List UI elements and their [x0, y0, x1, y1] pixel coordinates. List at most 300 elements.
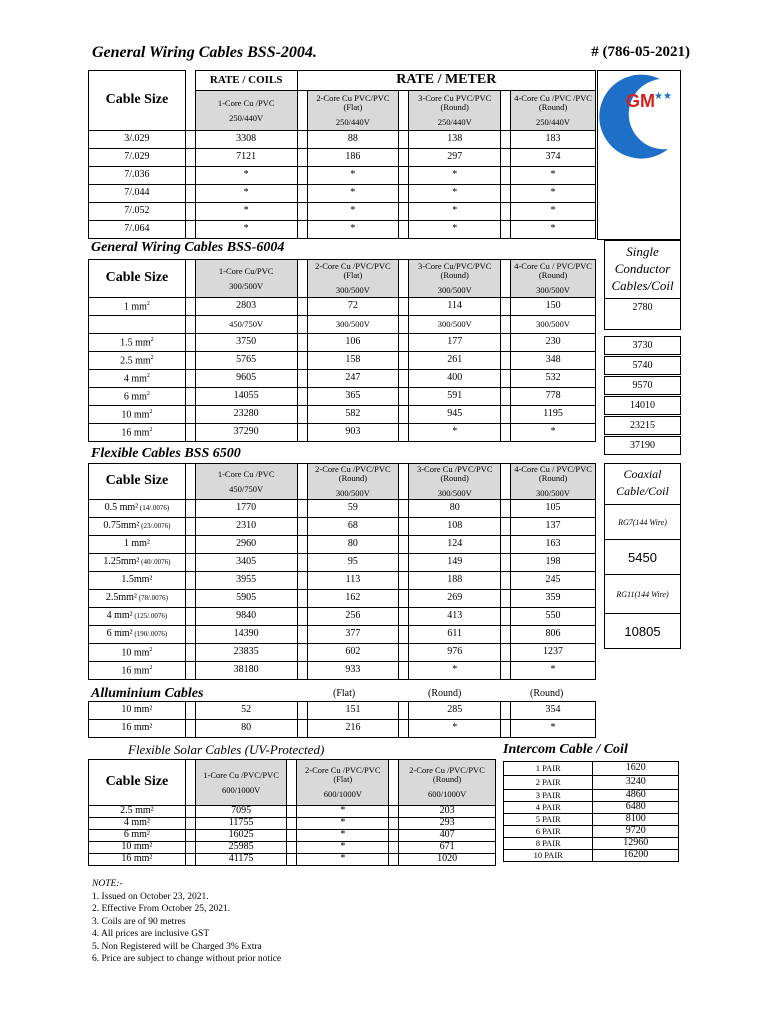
table-row [504, 838, 679, 850]
price-cell: 23835 [195, 644, 297, 662]
price-cell: 261 [409, 352, 501, 370]
table-row [504, 776, 679, 790]
solar-table [88, 759, 496, 866]
price-cell: 3405 [195, 554, 297, 572]
price-cell: 359 [511, 590, 596, 608]
price-cell: 778 [511, 388, 596, 406]
spacer-cell [185, 626, 195, 644]
table-row [89, 590, 596, 608]
price-cell: 1195 [511, 406, 596, 424]
table-row [89, 644, 596, 662]
spacer-cell [501, 149, 511, 167]
rg11-label: RG11(144 Wire) [604, 574, 681, 614]
spacer-cell [399, 406, 409, 424]
spacer-cell [297, 590, 307, 608]
cable-size-cell: 16 mm² [89, 720, 186, 738]
cable-size-cell: 10 $mm^2$ [89, 644, 186, 662]
price-cell: * [297, 806, 389, 818]
spacer-cell [399, 662, 409, 680]
price-cell: 933 [307, 662, 399, 680]
cable-size-cell: 10 mm² [89, 842, 186, 854]
table-row [504, 802, 679, 814]
price-cell: 407 [399, 830, 496, 842]
price-cell: 80 [195, 720, 297, 738]
cable-size-cell: 7/.029 [89, 149, 186, 167]
cable-size-cell: 4 mm² [89, 818, 186, 830]
column-header: 4-Core Cu / PVC/PVC (Round) 300/500V [511, 260, 596, 298]
price-cell: 72 [307, 298, 399, 316]
table-row [504, 762, 679, 776]
spacer-cell [399, 260, 409, 298]
spacer-cell [185, 854, 195, 866]
price-cell: 945 [409, 406, 501, 424]
table-row [89, 818, 496, 830]
spacer-cell [501, 370, 511, 388]
price-cell: 269 [409, 590, 501, 608]
spacer-cell [185, 167, 195, 185]
price-cell: 903 [307, 424, 399, 442]
spacer-cell [399, 572, 409, 590]
spacer-cell [501, 644, 511, 662]
single-conductor-value: 5740 [604, 356, 681, 375]
column-header: 2-Core Cu /PVC/PVC (Flat) 600/1000V [297, 760, 389, 806]
bss-6004-title: General Wiring Cables BSS-6004 [91, 240, 285, 255]
spacer-cell [389, 830, 399, 842]
cable-size-cell: 6 mm² (190/.0076) [89, 626, 186, 644]
spacer-cell [389, 842, 399, 854]
spacer-cell [297, 626, 307, 644]
spacer-cell [399, 316, 409, 334]
price-cell: * [195, 167, 297, 185]
single-conductor-header: Single Conductor Cables/Coil [604, 240, 681, 299]
spacer-cell [297, 406, 307, 424]
spacer-cell [297, 260, 307, 298]
price-cell: * [511, 185, 596, 203]
price-cell: * [297, 818, 389, 830]
cable-size-cell: 7/.064 [89, 221, 186, 239]
spacer-cell [297, 149, 307, 167]
logo-box [597, 70, 681, 240]
rg11-value: 10805 [604, 613, 681, 649]
price-cell: 105 [511, 500, 596, 518]
table-row [89, 702, 596, 720]
price-cell: 348 [511, 352, 596, 370]
price-cell: 293 [399, 818, 496, 830]
cable-size-cell: 1.5mm² [89, 572, 186, 590]
spacer-cell [297, 424, 307, 442]
spacer-cell [399, 518, 409, 536]
table-row [89, 370, 596, 388]
table-row [89, 554, 596, 572]
spacer-cell [287, 818, 297, 830]
spacer-cell [297, 536, 307, 554]
note-item: 2. Effective From October 25, 2021. [92, 904, 231, 914]
spacer-cell [501, 221, 511, 239]
price-cell: * [307, 221, 399, 239]
column-header: 2-Core Cu /PVC/PVC (Round) 600/1000V [399, 760, 496, 806]
spacer-cell [399, 626, 409, 644]
spacer-cell [185, 518, 195, 536]
spacer-cell [297, 464, 307, 500]
spacer-cell [185, 818, 195, 830]
table-row [89, 500, 596, 518]
spacer-cell [287, 760, 297, 806]
spacer-cell [297, 518, 307, 536]
column-header: 3-Core Cu /PVC/PVC (Round) 300/500V [409, 464, 501, 500]
spacer-cell [297, 702, 307, 720]
price-cell: 16025 [195, 830, 287, 842]
price-cell: 602 [307, 644, 399, 662]
spacer-cell [501, 185, 511, 203]
spacer-cell [501, 536, 511, 554]
spacer-cell [185, 572, 195, 590]
column-header: 1-Core Cu/PVC 300/500V [195, 260, 297, 298]
spacer-cell [399, 167, 409, 185]
single-conductor-value: 2780 [604, 298, 681, 330]
spacer-cell [185, 406, 195, 424]
table-row [504, 790, 679, 802]
price-cell: 256 [307, 608, 399, 626]
price-cell: 138 [409, 131, 501, 149]
price-cell: 532 [511, 370, 596, 388]
spacer-cell [501, 91, 511, 131]
price-cell: 186 [307, 149, 399, 167]
pair-cell: 5 PAIR [504, 814, 593, 826]
price-cell: * [195, 185, 297, 203]
note-item: 6. Price are subject to change without prior notice [92, 954, 282, 964]
price-cell: * [511, 167, 596, 185]
spacer-cell [399, 298, 409, 316]
price-cell: 162 [307, 590, 399, 608]
price-cell: 158 [307, 352, 399, 370]
table-row [89, 424, 596, 442]
price-cell: * [409, 424, 501, 442]
price-cell: 114 [409, 298, 501, 316]
gm-logo [598, 71, 680, 171]
spacer-cell [297, 352, 307, 370]
spacer-cell [501, 720, 511, 738]
cable-size-header: Cable Size [89, 71, 186, 131]
spacer-cell [185, 608, 195, 626]
flat-label: (Flat) [333, 688, 356, 699]
price-cell: 7095 [195, 806, 287, 818]
price-cell: 149 [409, 554, 501, 572]
spacer-cell [501, 554, 511, 572]
pair-cell: 1 PAIR [504, 762, 593, 776]
table-row [89, 406, 596, 424]
cable-size-cell: 4 $mm^2$ [89, 370, 186, 388]
price-cell: * [409, 720, 501, 738]
price-cell: 3240 [593, 776, 679, 790]
spacer-cell [399, 554, 409, 572]
alluminium-table [88, 701, 596, 738]
price-cell: 9720 [593, 826, 679, 838]
column-header: 1-Core Cu /PVC 250/440V [195, 91, 297, 131]
price-cell: 12960 [593, 838, 679, 850]
spacer-cell [501, 334, 511, 352]
price-cell: 2310 [195, 518, 297, 536]
pair-cell: 4 PAIR [504, 802, 593, 814]
note-item: 4. All prices are inclusive GST [92, 929, 210, 939]
cable-size-cell: 2.5 mm² [89, 806, 186, 818]
column-header: 2-Core Cu /PVC/PVC (Round) 300/500V [307, 464, 399, 500]
single-conductor-value: 37190 [604, 436, 681, 455]
price-cell: 247 [307, 370, 399, 388]
price-cell: 95 [307, 554, 399, 572]
spacer-cell [501, 352, 511, 370]
spacer-cell [399, 388, 409, 406]
table-row [89, 221, 596, 239]
price-cell: * [307, 203, 399, 221]
price-cell: 203 [399, 806, 496, 818]
voltage-cell: 300/500V [409, 316, 501, 334]
table-row [89, 662, 596, 680]
notes [92, 878, 281, 966]
spacer-cell [399, 500, 409, 518]
price-cell: 230 [511, 334, 596, 352]
spacer-cell [185, 806, 195, 818]
spacer-cell [297, 572, 307, 590]
price-cell: 37290 [195, 424, 297, 442]
price-cell: 9840 [195, 608, 297, 626]
table-row [89, 518, 596, 536]
price-cell: 806 [511, 626, 596, 644]
spacer-cell [501, 131, 511, 149]
cable-size-header: Cable Size [89, 464, 186, 500]
spacer-cell [297, 388, 307, 406]
price-cell: 550 [511, 608, 596, 626]
alluminium-title: Alluminium Cables [91, 686, 204, 701]
single-conductor-value: 14010 [604, 396, 681, 415]
cable-size-cell: 10 mm² [89, 702, 186, 720]
spacer-cell [185, 185, 195, 203]
note-item: 3. Coils are of 90 metres [92, 916, 186, 927]
spacer-cell [501, 590, 511, 608]
price-cell: 177 [409, 334, 501, 352]
cable-size-cell: 2.5 $mm^2$ [89, 352, 186, 370]
price-cell: * [511, 424, 596, 442]
cable-size-cell: 0.75mm² (23/.0076) [89, 518, 186, 536]
spacer-cell [399, 370, 409, 388]
spacer-cell [501, 608, 511, 626]
price-cell: 1620 [593, 762, 679, 776]
coaxial-header: Coaxial Cable/Coil [604, 463, 681, 505]
cable-size-cell: 1.25mm² (40/.0076) [89, 554, 186, 572]
cable-size-header: Cable Size [89, 260, 186, 298]
spacer-cell [185, 316, 195, 334]
price-cell: * [511, 720, 596, 738]
spacer-cell [185, 298, 195, 316]
spacer-cell [389, 854, 399, 866]
price-cell: * [409, 662, 501, 680]
rate-coils-header: RATE / COILS [195, 71, 297, 91]
logo-stars: ★★ [654, 91, 672, 102]
price-cell: * [307, 167, 399, 185]
price-cell: 88 [307, 131, 399, 149]
cable-size-cell: 2.5mm² (78/.0076) [89, 590, 186, 608]
price-cell: * [297, 842, 389, 854]
cable-size-cell: 7/.052 [89, 203, 186, 221]
spacer-cell [297, 608, 307, 626]
bss-6500-table [88, 463, 596, 680]
rate-meter-header: RATE / METER [297, 71, 595, 91]
rg7-label: RG7(144 Wire) [604, 504, 681, 540]
price-cell: 9605 [195, 370, 297, 388]
spacer-cell [501, 203, 511, 221]
spacer-cell [399, 185, 409, 203]
spacer-cell [297, 554, 307, 572]
price-cell: * [297, 854, 389, 866]
price-cell: 14390 [195, 626, 297, 644]
spacer-cell [399, 91, 409, 131]
single-conductor-value: 23215 [604, 416, 681, 435]
price-cell: 106 [307, 334, 399, 352]
price-cell: 6480 [593, 802, 679, 814]
price-cell: 374 [511, 149, 596, 167]
spacer-cell [501, 500, 511, 518]
spacer-cell [185, 149, 195, 167]
pair-cell: 8 PAIR [504, 838, 593, 850]
price-cell: 365 [307, 388, 399, 406]
single-conductor-value: 9570 [604, 376, 681, 395]
bss-2004-table [88, 70, 596, 239]
intercom-table [503, 761, 679, 862]
spacer-cell [185, 536, 195, 554]
price-cell: * [195, 221, 297, 239]
spacer-cell [287, 806, 297, 818]
table-row [89, 334, 596, 352]
spacer-cell [501, 626, 511, 644]
spacer-cell [501, 260, 511, 298]
price-cell: 188 [409, 572, 501, 590]
voltage-cell: 300/500V [307, 316, 399, 334]
bss-6500-title: Flexible Cables BSS 6500 [91, 446, 241, 461]
table-row [89, 720, 596, 738]
price-cell: 137 [511, 518, 596, 536]
table-row [89, 298, 596, 316]
price-cell: 25985 [195, 842, 287, 854]
price-cell: * [409, 167, 501, 185]
spacer-cell [399, 608, 409, 626]
price-cell: 52 [195, 702, 297, 720]
cable-size-cell: 3/.029 [89, 131, 186, 149]
price-cell: 68 [307, 518, 399, 536]
cable-size-cell: 6 mm² [89, 830, 186, 842]
price-cell: 8100 [593, 814, 679, 826]
spacer-cell [185, 702, 195, 720]
spacer-cell [297, 370, 307, 388]
price-cell: 611 [409, 626, 501, 644]
single-conductor-value: 3730 [604, 336, 681, 355]
price-cell: 413 [409, 608, 501, 626]
spacer-cell [297, 334, 307, 352]
spacer-cell [389, 806, 399, 818]
note-item: 5. Non Registered will be Charged 3% Extra [92, 941, 262, 952]
spacer-cell [501, 406, 511, 424]
spacer-cell [399, 720, 409, 738]
bss-6004-table [88, 259, 596, 442]
spacer-cell [501, 388, 511, 406]
price-cell: 297 [409, 149, 501, 167]
column-header: 3-Core Cu PVC/PVC (Round) 250/440V [409, 91, 501, 131]
price-cell: 183 [511, 131, 596, 149]
spacer-cell [297, 500, 307, 518]
logo-text: GM [626, 91, 655, 111]
spacer-cell [399, 334, 409, 352]
spacer-cell [185, 644, 195, 662]
price-cell: * [511, 221, 596, 239]
spacer-cell [287, 854, 297, 866]
price-cell: 245 [511, 572, 596, 590]
price-cell: 124 [409, 536, 501, 554]
spacer-cell [501, 702, 511, 720]
table-row [89, 352, 596, 370]
price-cell: 216 [307, 720, 399, 738]
table-row [89, 854, 496, 866]
price-cell: 113 [307, 572, 399, 590]
cable-size-cell: 7/.036 [89, 167, 186, 185]
cable-size-cell: 16 mm² [89, 854, 186, 866]
spacer-cell [297, 720, 307, 738]
pair-cell: 10 PAIR [504, 850, 593, 862]
price-cell: * [511, 662, 596, 680]
spacer-cell [185, 842, 195, 854]
spacer-cell [297, 221, 307, 239]
spacer-cell [389, 818, 399, 830]
pair-cell: 3 PAIR [504, 790, 593, 802]
table-row [89, 806, 496, 818]
column-header: 1-Core Cu /PVC 450/750V [195, 464, 297, 500]
spacer-cell [297, 644, 307, 662]
price-cell: 108 [409, 518, 501, 536]
price-cell: 23280 [195, 406, 297, 424]
price-cell: 1020 [399, 854, 496, 866]
pair-cell: 2 PAIR [504, 776, 593, 790]
price-cell: 2960 [195, 536, 297, 554]
price-cell: 976 [409, 644, 501, 662]
spacer-cell [297, 298, 307, 316]
spacer-cell [185, 388, 195, 406]
spacer-cell [297, 131, 307, 149]
column-header: 4-Core Cu /PVC /PVC (Round) 250/440V [511, 91, 596, 131]
notes-title: NOTE:- [92, 879, 123, 889]
spacer-cell [185, 221, 195, 239]
spacer-cell [185, 590, 195, 608]
price-cell: 80 [307, 536, 399, 554]
price-cell: * [307, 185, 399, 203]
column-header: 2-Core Cu PVC/PVC (Flat) 250/440V [307, 91, 399, 131]
price-cell: 400 [409, 370, 501, 388]
spacer-cell [501, 167, 511, 185]
spacer-cell [297, 185, 307, 203]
price-cell: 1770 [195, 500, 297, 518]
intercom-title: Intercom Cable / Coil [503, 742, 628, 757]
spacer-cell [185, 334, 195, 352]
price-cell: * [195, 203, 297, 221]
voltage-cell: 300/500V [511, 316, 596, 334]
price-cell: 5905 [195, 590, 297, 608]
price-cell: 163 [511, 536, 596, 554]
spacer-cell [399, 702, 409, 720]
document-code: # (786-05-2021) [591, 44, 690, 60]
cable-size-cell: 6 $mm^2$ [89, 388, 186, 406]
price-cell: * [409, 185, 501, 203]
price-cell: 591 [409, 388, 501, 406]
table-row [89, 842, 496, 854]
price-cell: 11755 [195, 818, 287, 830]
spacer-cell [297, 91, 307, 131]
spacer-cell [501, 464, 511, 500]
